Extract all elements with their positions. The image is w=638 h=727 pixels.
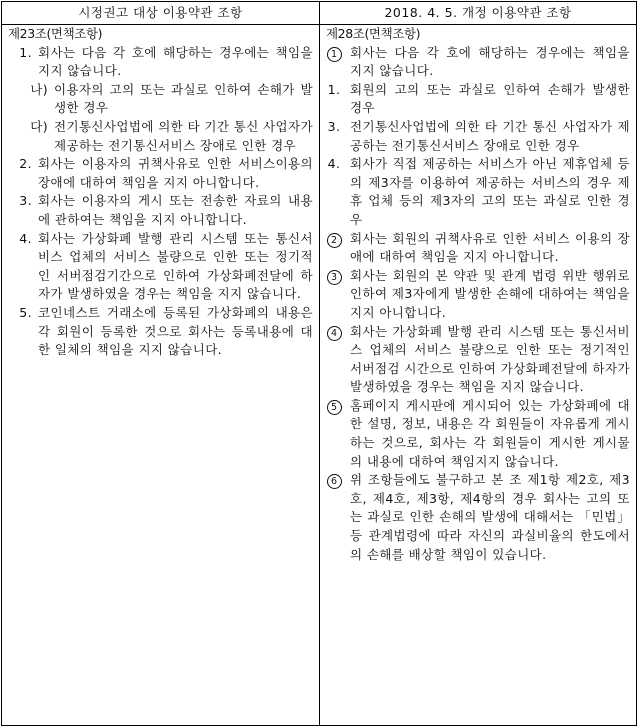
marker-box [324, 267, 344, 286]
item-marker: 2. [19, 156, 32, 172]
clause-item [320, 118, 636, 155]
clause-text: 전기통신사업법에 의한 타 기간 통신 사업자가 제공하는 전기통신서비스 장애로 인한 경우 [54, 118, 313, 153]
section-title: 제23조(면책조항) [8, 26, 103, 41]
circled-number: 2 [327, 233, 342, 248]
clause-item [320, 471, 636, 564]
clause-text: 전기통신사업법에 의한 타 기간 통신 사업자가 제공하는 전기통신서비스 장애로 인한 경우 [350, 118, 630, 153]
clause-item [2, 192, 319, 229]
item-marker: 다) [30, 118, 48, 134]
marker-box [8, 44, 32, 63]
marker-box [8, 304, 32, 323]
item-marker: 1. [19, 44, 32, 60]
clause-text: 회사는 가상화폐 발행 관리 시스템 또는 통신서비스 업체의 서비스 불량으로 인한 또는 정기적인 서버점검 시간으로 인하여 가상화폐전달에 하자가 발생하였을 경우는 책임을 지지 않습니다. [350, 323, 630, 395]
clause-text: 코인네스트 거래소에 등록된 가상화폐의 내용은 각 회원이 등록한 것으로 회사는 등록내용에 대한 일체의 책임을 지지 않습니다. [38, 304, 313, 358]
header-left: 시정권고 대상 이용약관 조항 [2, 2, 320, 25]
marker-box [324, 471, 344, 490]
circled-number: 3 [327, 270, 342, 285]
clause-item [2, 118, 319, 155]
clause-text: 회원의 고의 또는 과실로 인하여 손해가 발생한 경우 [350, 81, 630, 116]
clause-item [320, 267, 636, 323]
clause-item [2, 304, 319, 360]
clause-item [320, 230, 636, 267]
clause-text: 회사는 이용자의 귀책사유로 인한 서비스이용의 장애에 대하여 책임을 지지 아니합니다. [38, 156, 313, 190]
clause-text: 회사는 다음 각 호에 해당하는 경우에는 책임을 지지 않습니다. [38, 44, 313, 79]
section-title: 제28조(면책조항) [326, 26, 421, 41]
clause-item [320, 323, 636, 397]
marker-box [324, 81, 344, 100]
item-marker: 나) [30, 81, 48, 97]
marker-box [22, 118, 48, 137]
marker-box [8, 192, 32, 211]
marker-box [8, 155, 32, 174]
marker-box [324, 44, 344, 63]
clause-item [320, 397, 636, 471]
item-marker: 3. [327, 118, 341, 134]
marker-box [324, 230, 344, 249]
marker-box [324, 155, 344, 174]
clause-item [320, 81, 636, 118]
circled-number: 1 [327, 47, 342, 62]
marker-box [324, 397, 344, 416]
clause-text: 회사는 회원의 본 약관 및 관계 법령 위반 행위로 인하여 제3자에게 발생한 손해에 대하여는 책임을 지지 아니합니다. [350, 267, 630, 320]
clause-text: 회사는 다음 각 호에 해당하는 경우에는 책임을 지지 않습니다. [350, 44, 630, 79]
clause-item [2, 155, 319, 192]
circled-number: 5 [327, 400, 342, 415]
circled-number: 6 [327, 474, 342, 489]
clause-item [2, 81, 319, 118]
marker-box [8, 230, 32, 249]
clause-text: 회사는 이용자의 게시 또는 전송한 자료의 내용에 관하여는 책임을 지지 아니합니다. [38, 193, 313, 227]
item-marker: 4. [327, 156, 341, 172]
clause-text: 위 조항들에도 불구하고 본 조 제1항 제2호, 제3호, 제4호, 제3항, 제4항의 경우 회사는 고의 또는 과실로 인한 손해의 발생에 대해서는 「민법」 등 관계법령에 따라 자신의 과실비율의 한도에서의 손해를 배상할 책임이 있습니다. [350, 472, 630, 562]
marker-box [22, 81, 48, 100]
clause-item [320, 44, 636, 81]
clause-item [2, 44, 319, 81]
clause-item [2, 230, 319, 304]
clause-text: 홈페이지 게시판에 게시되어 있는 가상화폐에 대한 설명, 정보, 내용은 각 회원들이 자유롭게 게시하는 것으로, 회사는 각 회원들이 게시한 게시물의 내용에 대하여 책임지지 않습니다. [350, 397, 630, 469]
item-marker: 4. [19, 230, 32, 246]
clause-list [2, 44, 319, 360]
item-marker: 1. [327, 81, 341, 97]
circled-number: 4 [327, 326, 342, 341]
clause-text: 회사는 회원의 귀책사유로 인한 서비스 이용의 장애에 대하여 책임을 지지 아니합니다. [350, 230, 630, 265]
clause-text: 회사가 직접 제공하는 서비스가 아닌 제휴업체 등의 제3자를 이용하여 제공하는 서비스의 경우 제휴 업체 등의 제3자의 고의 또는 과실로 인한 경우 [350, 156, 630, 227]
marker-box [324, 323, 344, 342]
clause-text: 이용자의 고의 또는 과실로 인하여 손해가 발생한 경우 [54, 81, 313, 116]
clause-item [320, 155, 636, 229]
item-marker: 5. [19, 304, 32, 320]
marker-box [324, 118, 344, 137]
header-right: 2018. 4. 5. 개정 이용약관 조항 [320, 2, 636, 25]
item-marker: 3. [19, 193, 32, 209]
clause-text: 회사는 가상화폐 발행 관리 시스템 또는 통신서비스 업체의 서비스 불량으로 인한 또는 정기적인 서버점검기간으로 인하여 가상화폐전달에 하자가 발생하였을 경우는 책임을 지지 않습니다. [38, 230, 313, 302]
clause-list [320, 44, 636, 565]
right-column [320, 25, 636, 564]
comparison-table [1, 1, 637, 726]
left-column [2, 25, 319, 360]
